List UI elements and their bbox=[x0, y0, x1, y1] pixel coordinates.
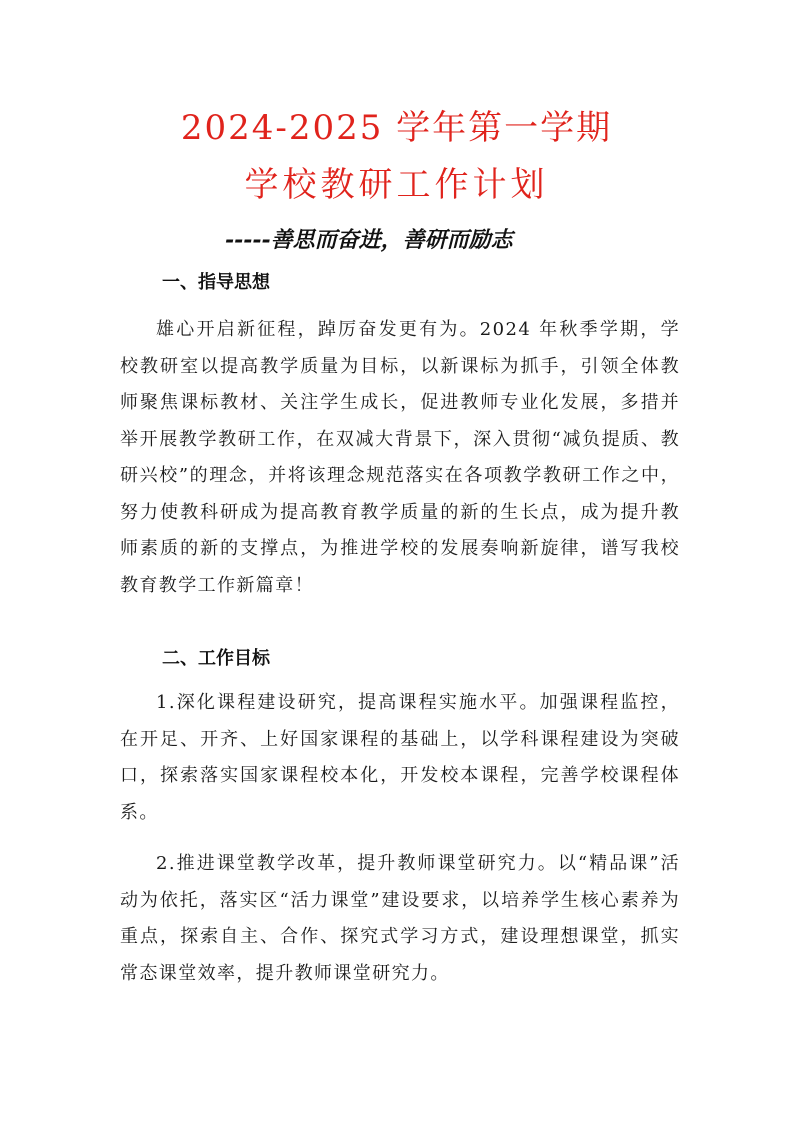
paragraph-goal-1: 1.深化课程建设研究，提高课程实施水平。加强课程监控，在开足、开齐、上好国家课程的基础上，以学科课程建设为突破口，探索落实国家课程校本化，开发校本课程，完善学校课程体系。 bbox=[120, 692, 680, 823]
document-title-line-2: 学校教研工作计划 bbox=[244, 165, 549, 205]
section-heading-work-goals: 二、工作目标 bbox=[162, 648, 270, 669]
section-heading-guiding-ideology: 一、指导思想 bbox=[162, 272, 270, 293]
document-subtitle: -----善思而奋进，善研而励志 bbox=[225, 227, 513, 253]
paragraph-goal-2: 2.推进课堂教学改革，提升教师课堂研究力。以“精品课”活动为依托，落实区“活力课堂”建设要求，以培养学生核心素养为重点，探索自主、合作、探究式学习方式，建设理想课堂，抓实常态课堂效率，提升教师课堂研究力。 bbox=[120, 853, 680, 984]
paragraph-guiding-ideology: 雄心开启新征程，踔厉奋发更有为。2024 年秋季学期，学校教研室以提高教学质量为目标，以新课标为抓手，引领全体教师聚焦课标教材、关注学生成长，促进教师专业化发展，多措并举开展教学教研工作，在双减大背景下，深入贯彻“减负提质、教研兴校”的理念，并将该理念规范落实在各项教学教研工作之中，努力使教科研成为提高教育教学质量的新的生长点，成为提升教师素质的新的支撑点，为推进学校的发展奏响新旋律，谱写我校教育教学工作新篇章！ bbox=[120, 319, 680, 596]
document-title-line-1: 2024-2025 学年第一学期 bbox=[180, 108, 613, 148]
